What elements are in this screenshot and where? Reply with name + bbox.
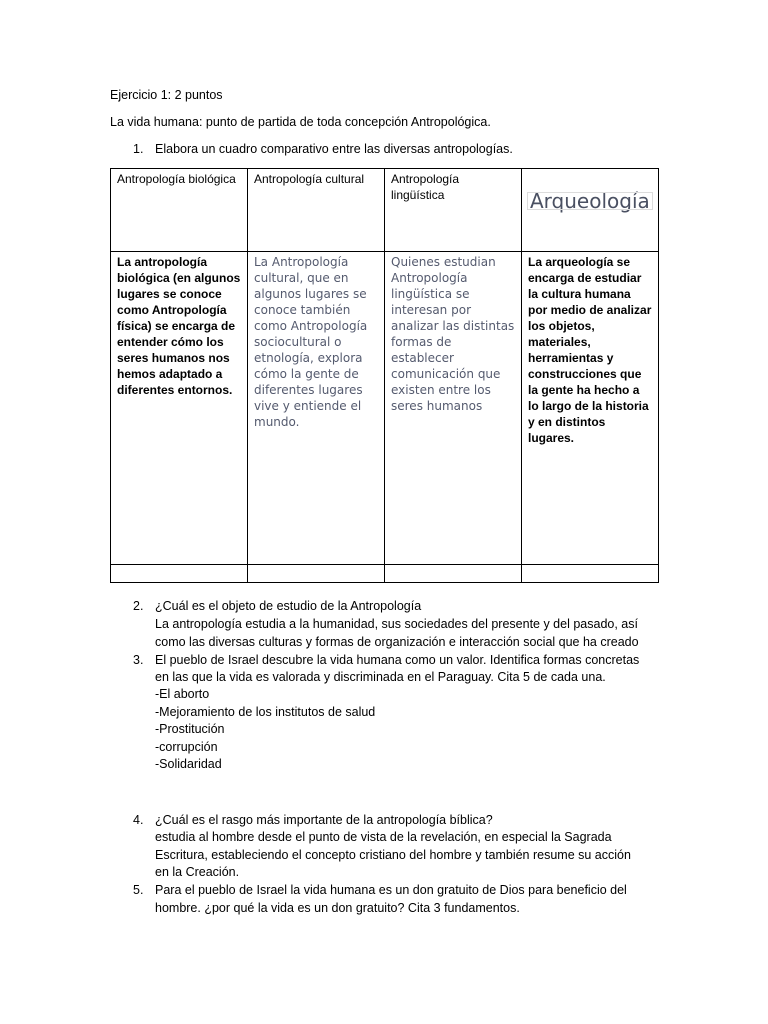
q4-answer-line1: estudia al hombre desde el punto de vista de la revelación, en especial la Sagrada: [155, 830, 612, 844]
empty-cell-4: [522, 565, 659, 583]
q4-number: 4.: [133, 813, 144, 827]
header-cultural: [248, 169, 385, 252]
cell-archaeology: La arqueología se encarga de estudiar la cultura humana por medio de analizar los objetos, materiales, herramientas y construcciones que la gente ha hecho a lo largo de la historia y en distintos lugares.: [522, 252, 659, 565]
empty-cell-1: [111, 565, 248, 583]
q4-question: ¿Cuál es el rasgo más importante de la antropología bíblica?: [155, 813, 493, 827]
q4-answer-line3: en la Creación.: [155, 865, 240, 879]
table-body-row: [111, 252, 659, 565]
list-item: -El aborto: [155, 687, 210, 701]
list-item: -Prostitución: [155, 722, 225, 736]
exercise-subtitle: La vida humana: punto de partida de toda concepción Antropológica.: [110, 115, 491, 129]
header-cultural-label: Antropología cultural: [254, 172, 365, 186]
q5-line1: Para el pueblo de Israel la vida humana es un don gratuito de Dios para beneficio del: [155, 883, 627, 897]
q2-answer-line2: como las diversas culturas y formas de organización e interacción social que ha creado: [155, 635, 639, 649]
q4-answer-line2: Escritura, estableciendo el concepto cristiano del hombre y también resume su acción: [155, 848, 631, 862]
q5-line2: hombre. ¿por qué la vida es un don gratuito? Cita 3 fundamentos.: [155, 901, 520, 915]
q1-text: Elabora un cuadro comparativo entre las diversas antropologías.: [155, 142, 513, 156]
table-empty-row: [111, 565, 659, 583]
cell-cultural: La Antropología cultural, que en algunos lugares se conoce también como Antropología sociocultural o etnología, explora cómo la gente de diferentes lugares vive y entiende el mundo.: [248, 252, 385, 565]
empty-cell-2: [248, 565, 385, 583]
empty-cell-3: [385, 565, 522, 583]
header-biological-label: Antropología biológica: [117, 172, 236, 186]
q2-number: 2.: [133, 599, 144, 613]
list-item: -Mejoramiento de los institutos de salud: [155, 705, 376, 719]
q3-line2: en las que la vida es valorada y discriminada en el Paraguay. Cita 5 de cada una.: [155, 670, 606, 684]
exercise-title: Ejercicio 1: 2 puntos: [110, 88, 223, 102]
cell-linguistic: Quienes estudian Antropología lingüística se interesan por analizar las distintas formas de establecer comunicación que existen entre los seres humanos: [385, 252, 522, 565]
list-item: -Solidaridad: [155, 757, 222, 771]
comparison-table: [110, 168, 659, 583]
header-biological: [111, 169, 248, 252]
table-header-row: [111, 169, 659, 252]
q3-number: 3.: [133, 653, 144, 667]
header-archaeology: [522, 169, 659, 252]
header-linguistic-label: Antropología lingüística: [391, 172, 460, 202]
q2-question: ¿Cuál es el objeto de estudio de la Antropología: [155, 599, 422, 613]
q1-number: 1.: [133, 142, 144, 156]
cell-biological: La antropología biológica (en algunos lugares se conoce como Antropología física) se encarga de entender cómo los seres humanos nos hemos adaptado a diferentes entornos.: [111, 252, 248, 565]
list-item: -corrupción: [155, 740, 218, 754]
q2-answer-line1: La antropología estudia a la humanidad, sus sociedades del presente y del pasado, así: [155, 617, 638, 631]
header-linguistic: [385, 169, 522, 252]
header-archaeology-label: Arqueología: [530, 189, 650, 213]
q3-line1: El pueblo de Israel descubre la vida humana como un valor. Identifica formas concretas: [155, 653, 640, 667]
q5-number: 5.: [133, 883, 144, 897]
